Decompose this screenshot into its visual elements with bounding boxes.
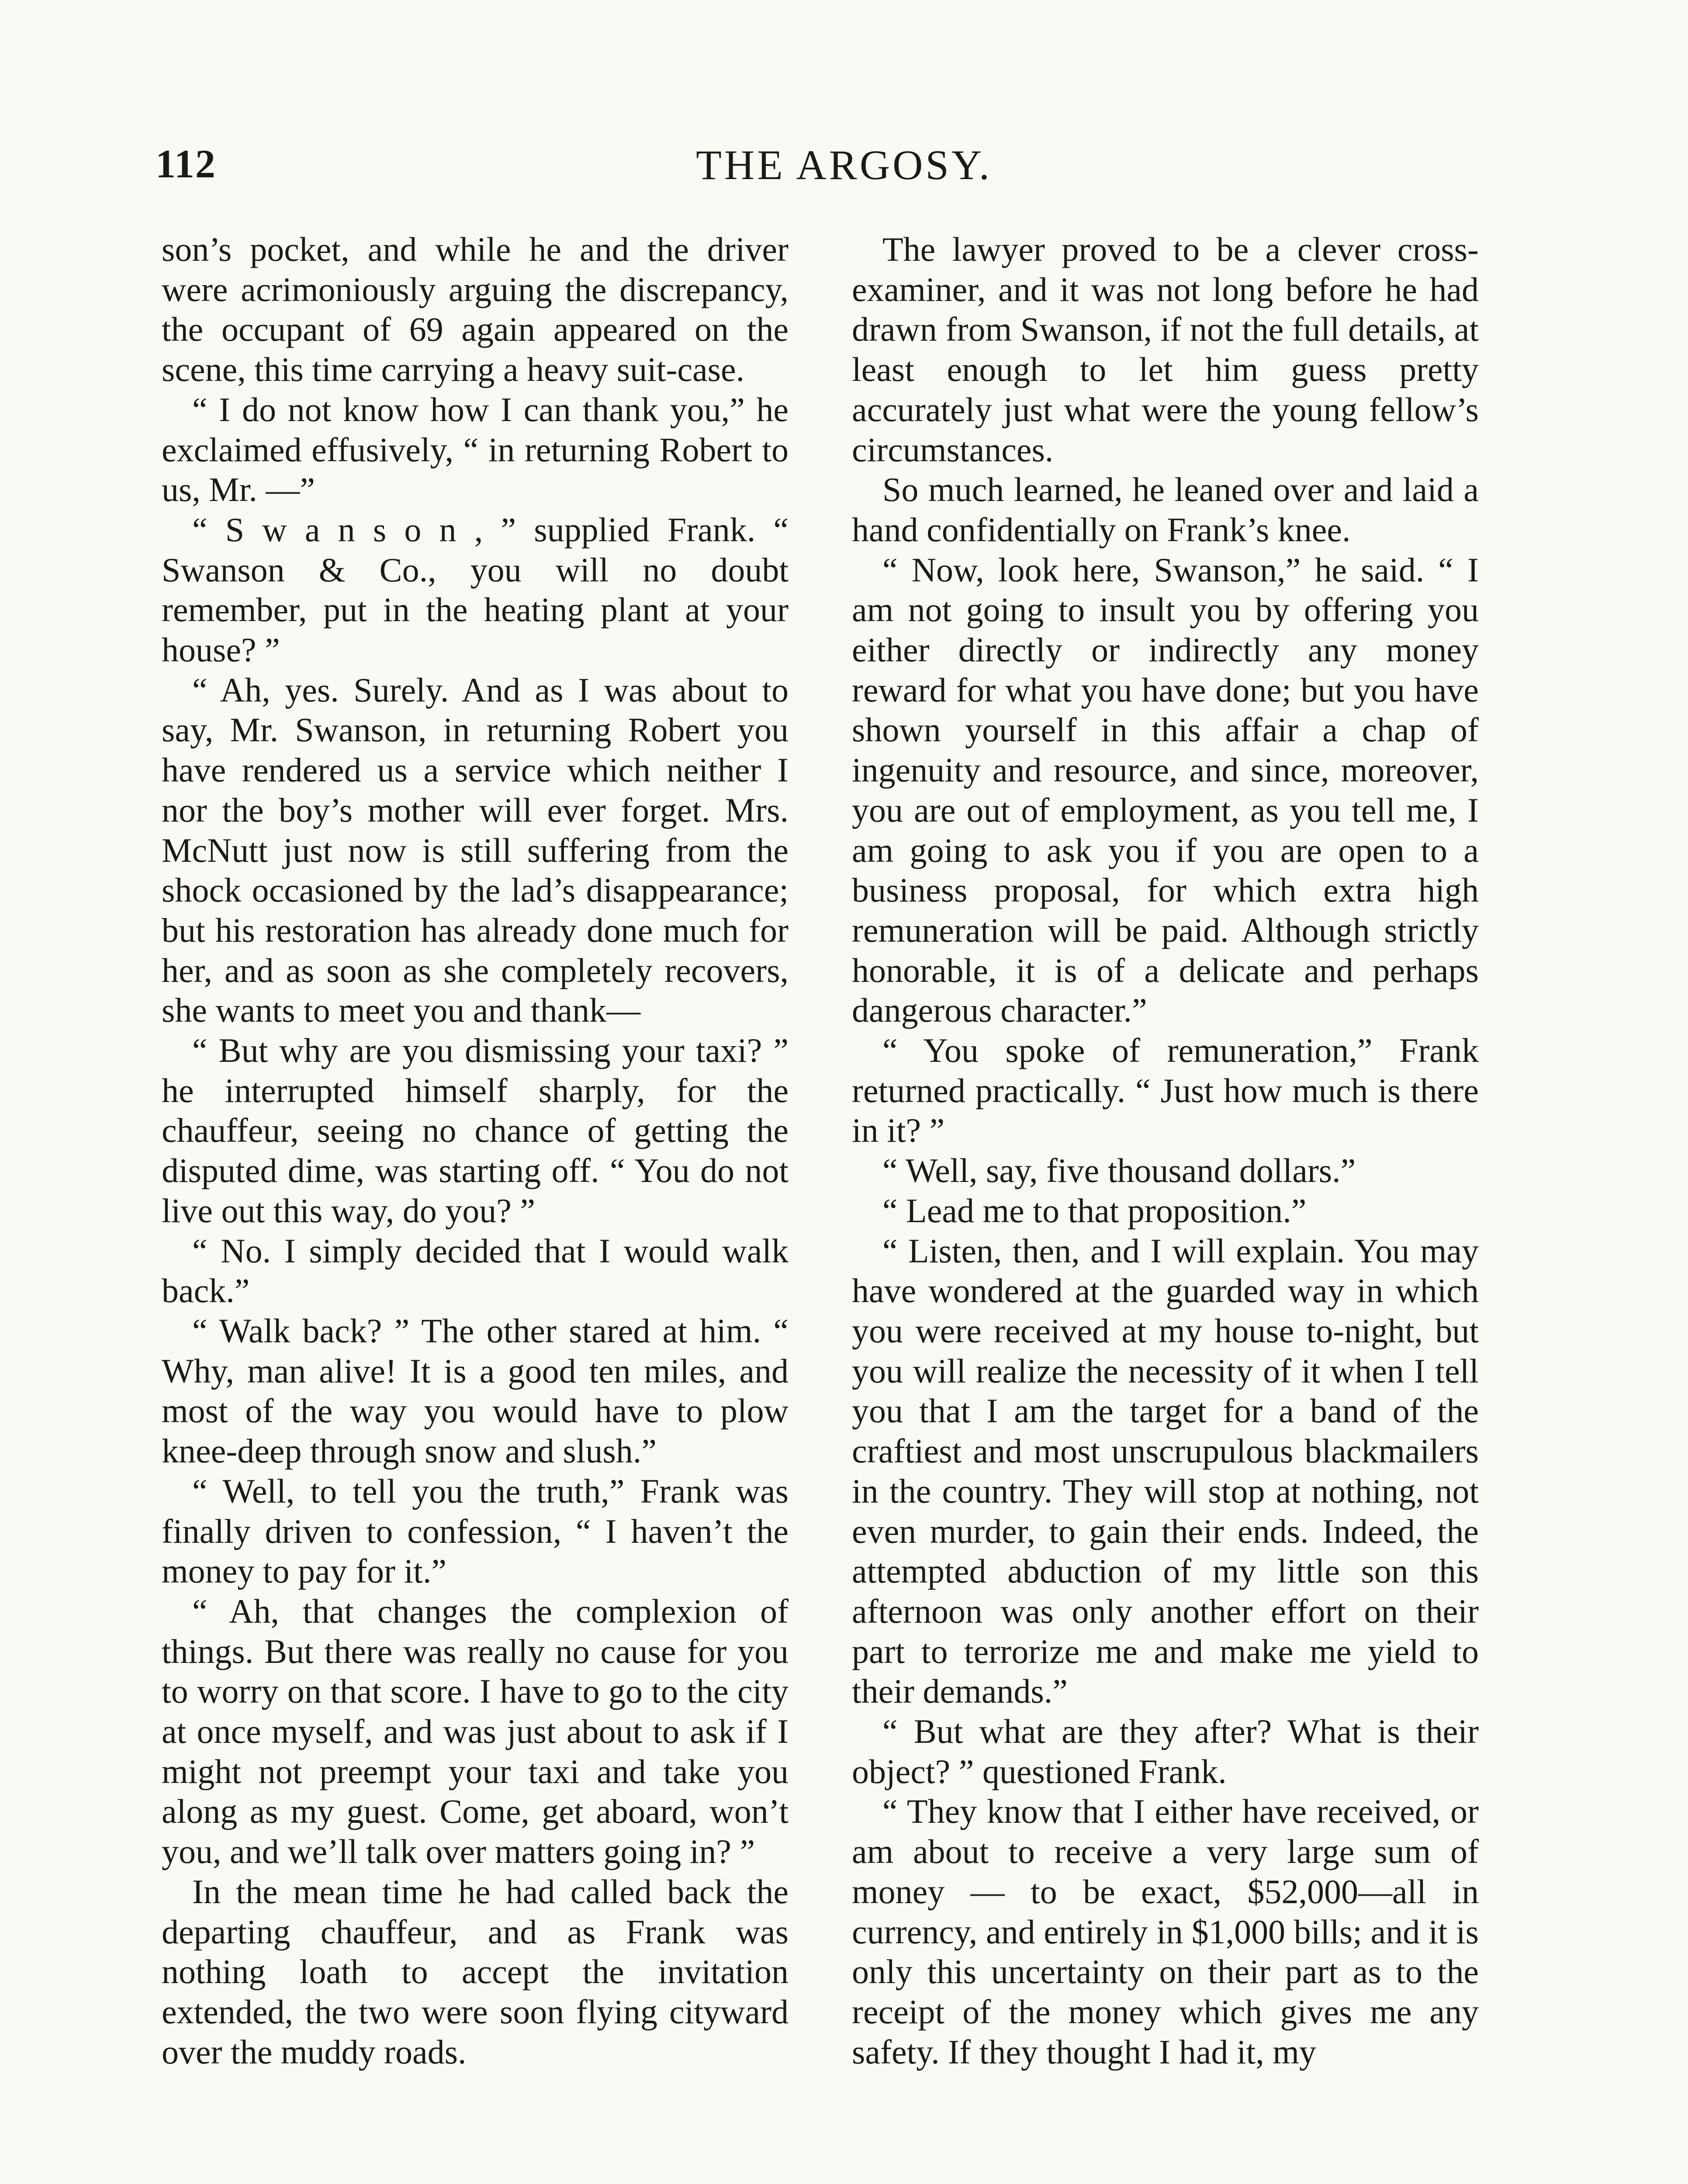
paragraph: “ But what are they after? What is their object? ” questioned Frank. xyxy=(852,1712,1479,1790)
paragraph: “ S w a n s o n , ” supplied Frank. “ Swanson & Co., you will no doubt remember, put in the heating plant at your house? ” xyxy=(162,510,789,669)
paragraph: “ No. I simply decided that I would walk back.” xyxy=(162,1231,789,1310)
paragraph: So much learned, he leaned over and laid a hand confidentially on Frank’s knee. xyxy=(852,470,1479,549)
paragraph: “ Well, to tell you the truth,” Frank was finally driven to confession, “ I haven’t the money to pay for it.” xyxy=(162,1472,789,1590)
paragraph: son’s pocket, and while he and the driver were acrimoniously arguing the discrepancy, the occupant of 69 again appeared on the scene, this time carrying a heavy suit-case. xyxy=(162,230,789,389)
page-number: 112 xyxy=(156,142,216,186)
running-head: THE ARGOSY. xyxy=(696,142,992,188)
paragraph: “ Now, look here, Swanson,” he said. “ I am not going to insult you by offering you either directly or indirectly any money reward for what you have done; but you have shown yourself in this affair a chap of ingenuity and resource, and since, moreover, you are out of employment, as you tell me, I am going to ask you if you are open to a business proposal, for which extra high remuneration will be paid. Although strictly honorable, it is of a delicate and perhaps dangerous character.” xyxy=(852,550,1479,1030)
paragraph: “ They know that I either have received, or am about to receive a very large sum of money — to be exact, $52,000—all in currency, and entirely in $1,000 bills; and it is only this uncertainty on their part as to the receipt of the money which gives me any safety. If they thought I had it, my xyxy=(852,1792,1479,2071)
paragraph: “ Well, say, five thousand dollars.” xyxy=(882,1151,1356,1190)
paragraph: In the mean time he had called back the departing chauffeur, and as Frank was nothing loath to accept the invitation extended, the two were soon flying cityward over the muddy roads. xyxy=(162,1872,789,2071)
paragraph: “ Listen, then, and I will explain. You may have wondered at the guarded way in which you were received at my house to-night, but you will realize the necessity of it when I tell you that I am the target for a band of the craftiest and most unscrupulous blackmailers in the country. They will stop at nothing, not even murder, to gain their ends. Indeed, the attempted abduction of my little son this afternoon was only another effort on their part to terrorize me and make me yield to their demands.” xyxy=(852,1231,1479,1711)
paragraph: The lawyer proved to be a clever cross-examiner, and it was not long before he had drawn from Swanson, if not the full details, at least enough to let him guess pretty accurately just what were the young fellow’s circumstances. xyxy=(852,230,1479,469)
paragraph: “ But why are you dismissing your taxi? ” he interrupted himself sharply, for the chauffeur, seeing no chance of getting the disputed dime, was starting off. “ You do not live out this way, do you? ” xyxy=(162,1031,789,1230)
paragraph: “ Ah, yes. Surely. And as I was about to say, Mr. Swanson, in returning Robert you have rendered us a service which neither I nor the boy’s mother will ever forget. Mrs. McNutt just now is still suffering from the shock occasioned by the lad’s disappearance; but his restoration has already done much for her, and as soon as she completely recovers, she wants to meet you and thank— xyxy=(162,670,789,1030)
right-column xyxy=(852,229,1479,2072)
paragraph: “ Walk back? ” The other stared at him. “ Why, man alive! It is a good ten miles, and most of the way you would have to plow knee-deep through snow and slush.” xyxy=(162,1311,789,1470)
paragraph: “ I do not know how I can thank you,” he exclaimed effusively, “ in returning Robert to us, Mr. —” xyxy=(162,390,789,509)
paragraph: “ Lead me to that proposition.” xyxy=(882,1191,1307,1230)
paragraph: “ You spoke of remuneration,” Frank returned practically. “ Just how much is there in it? ” xyxy=(852,1031,1479,1150)
paragraph: “ Ah, that changes the complexion of things. But there was really no cause for you to worry on that score. I have to go to the city at once myself, and was just about to ask if I might not preempt your taxi and take you along as my guest. Come, get aboard, won’t you, and we’ll talk over matters going in? ” xyxy=(162,1592,789,1871)
left-column xyxy=(162,229,789,2072)
